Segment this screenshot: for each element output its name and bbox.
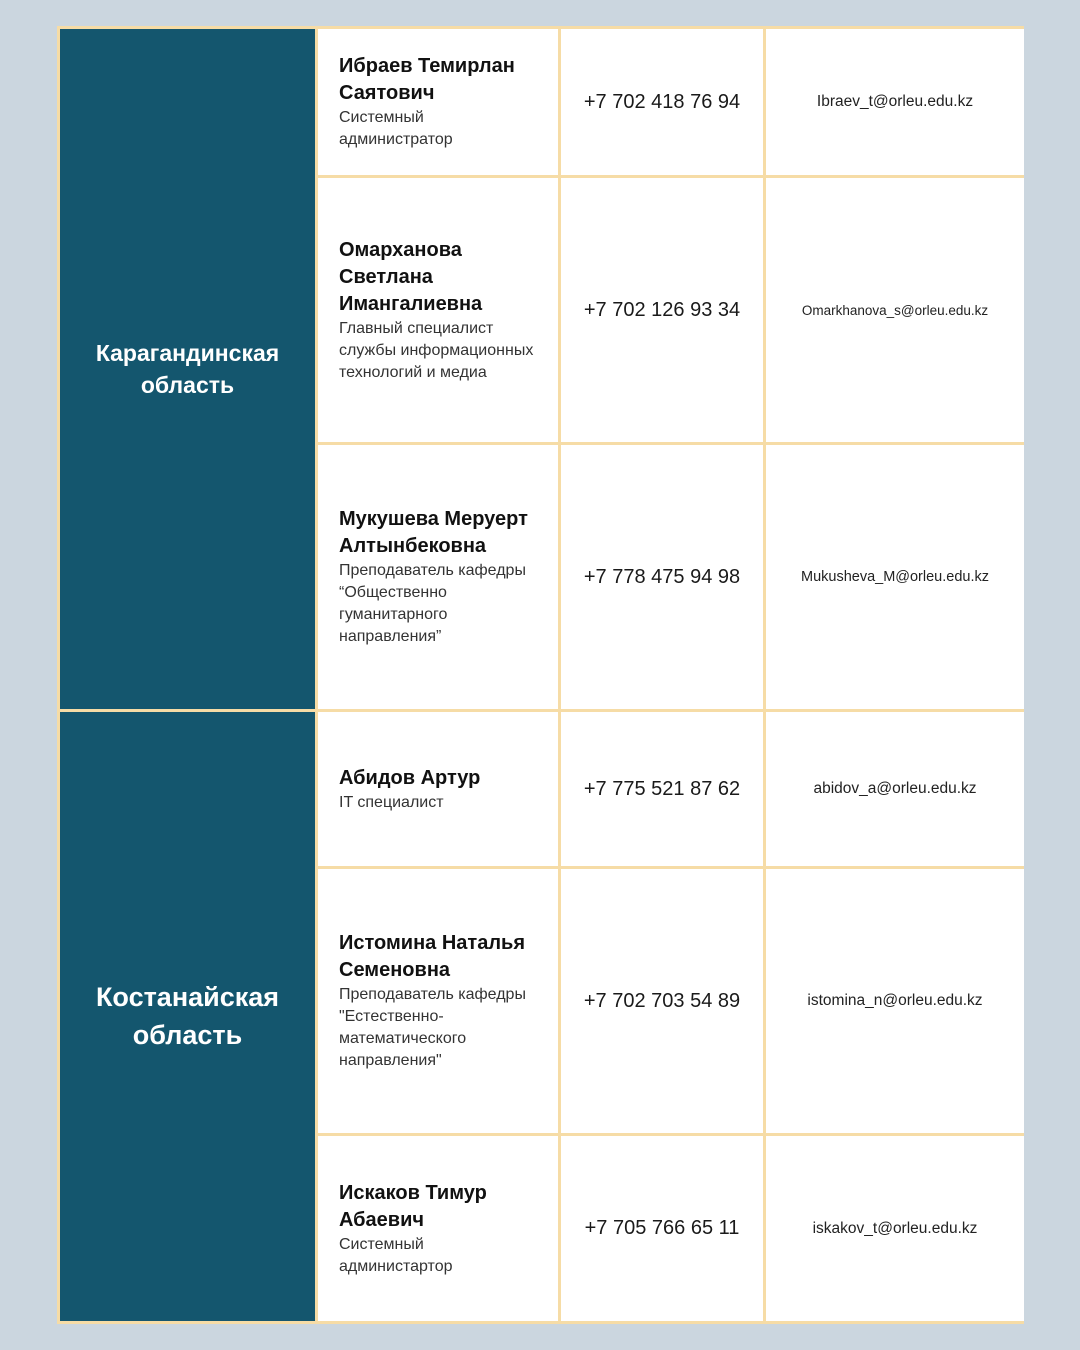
table-row [60, 712, 1024, 866]
region-name: Карагандинская область [95, 339, 280, 398]
contacts-table [57, 26, 1027, 1324]
phone-number[interactable]: +7 775 521 87 62 [561, 712, 763, 866]
region-name: Костанайская область [95, 981, 280, 1050]
phone-number[interactable]: +7 778 475 94 98 [561, 445, 763, 709]
table-row [60, 29, 1024, 175]
person-name: Мукушева Меруерт Алтынбековна [339, 508, 528, 557]
person-name: Омарханова Светлана Имангалиевна [339, 238, 483, 315]
person-cell [318, 712, 558, 866]
email-address[interactable]: Omarkhanova_s@orleu.edu.kz [766, 178, 1024, 442]
phone-number[interactable]: +7 702 126 93 34 [561, 178, 763, 442]
person-role: Преподаватель кафедры "Естественно-математического направления" [339, 986, 526, 1069]
person-cell [318, 1136, 558, 1321]
person-name: Истомина Наталья Семеновна [339, 932, 525, 981]
person-role: Главный специалист службы информационных технологий и медиа [339, 319, 534, 381]
email-address[interactable]: abidov_a@orleu.edu.kz [766, 712, 1024, 866]
phone-number[interactable]: +7 702 703 54 89 [561, 869, 763, 1133]
email-address[interactable]: Mukusheva_M@orleu.edu.kz [766, 445, 1024, 709]
person-cell [318, 869, 558, 1133]
person-cell [318, 445, 558, 709]
email-address[interactable]: istomina_n@orleu.edu.kz [766, 869, 1024, 1133]
contacts-table-frame [57, 26, 1024, 1324]
person-role: Системный администартор [339, 1235, 453, 1275]
email-address[interactable]: iskakov_t@orleu.edu.kz [766, 1136, 1024, 1321]
person-role: IT специалист [339, 793, 444, 811]
person-name: Искаков Тимур Абаевич [339, 1181, 487, 1231]
person-cell [318, 178, 558, 442]
person-name: Ибраев Темирлан Саятович [339, 55, 515, 104]
email-address[interactable]: Ibraev_t@orleu.edu.kz [766, 29, 1024, 175]
person-cell [318, 29, 558, 175]
person-name: Абидов Артур [339, 766, 481, 789]
phone-number[interactable]: +7 702 418 76 94 [561, 29, 763, 175]
region-cell [60, 29, 315, 709]
phone-number[interactable]: +7 705 766 65 11 [561, 1136, 763, 1321]
person-role: Преподаватель кафедры “Общественно гуманитарного направления” [339, 562, 526, 645]
region-cell [60, 712, 315, 1321]
person-role: Системный администратор [339, 109, 453, 148]
